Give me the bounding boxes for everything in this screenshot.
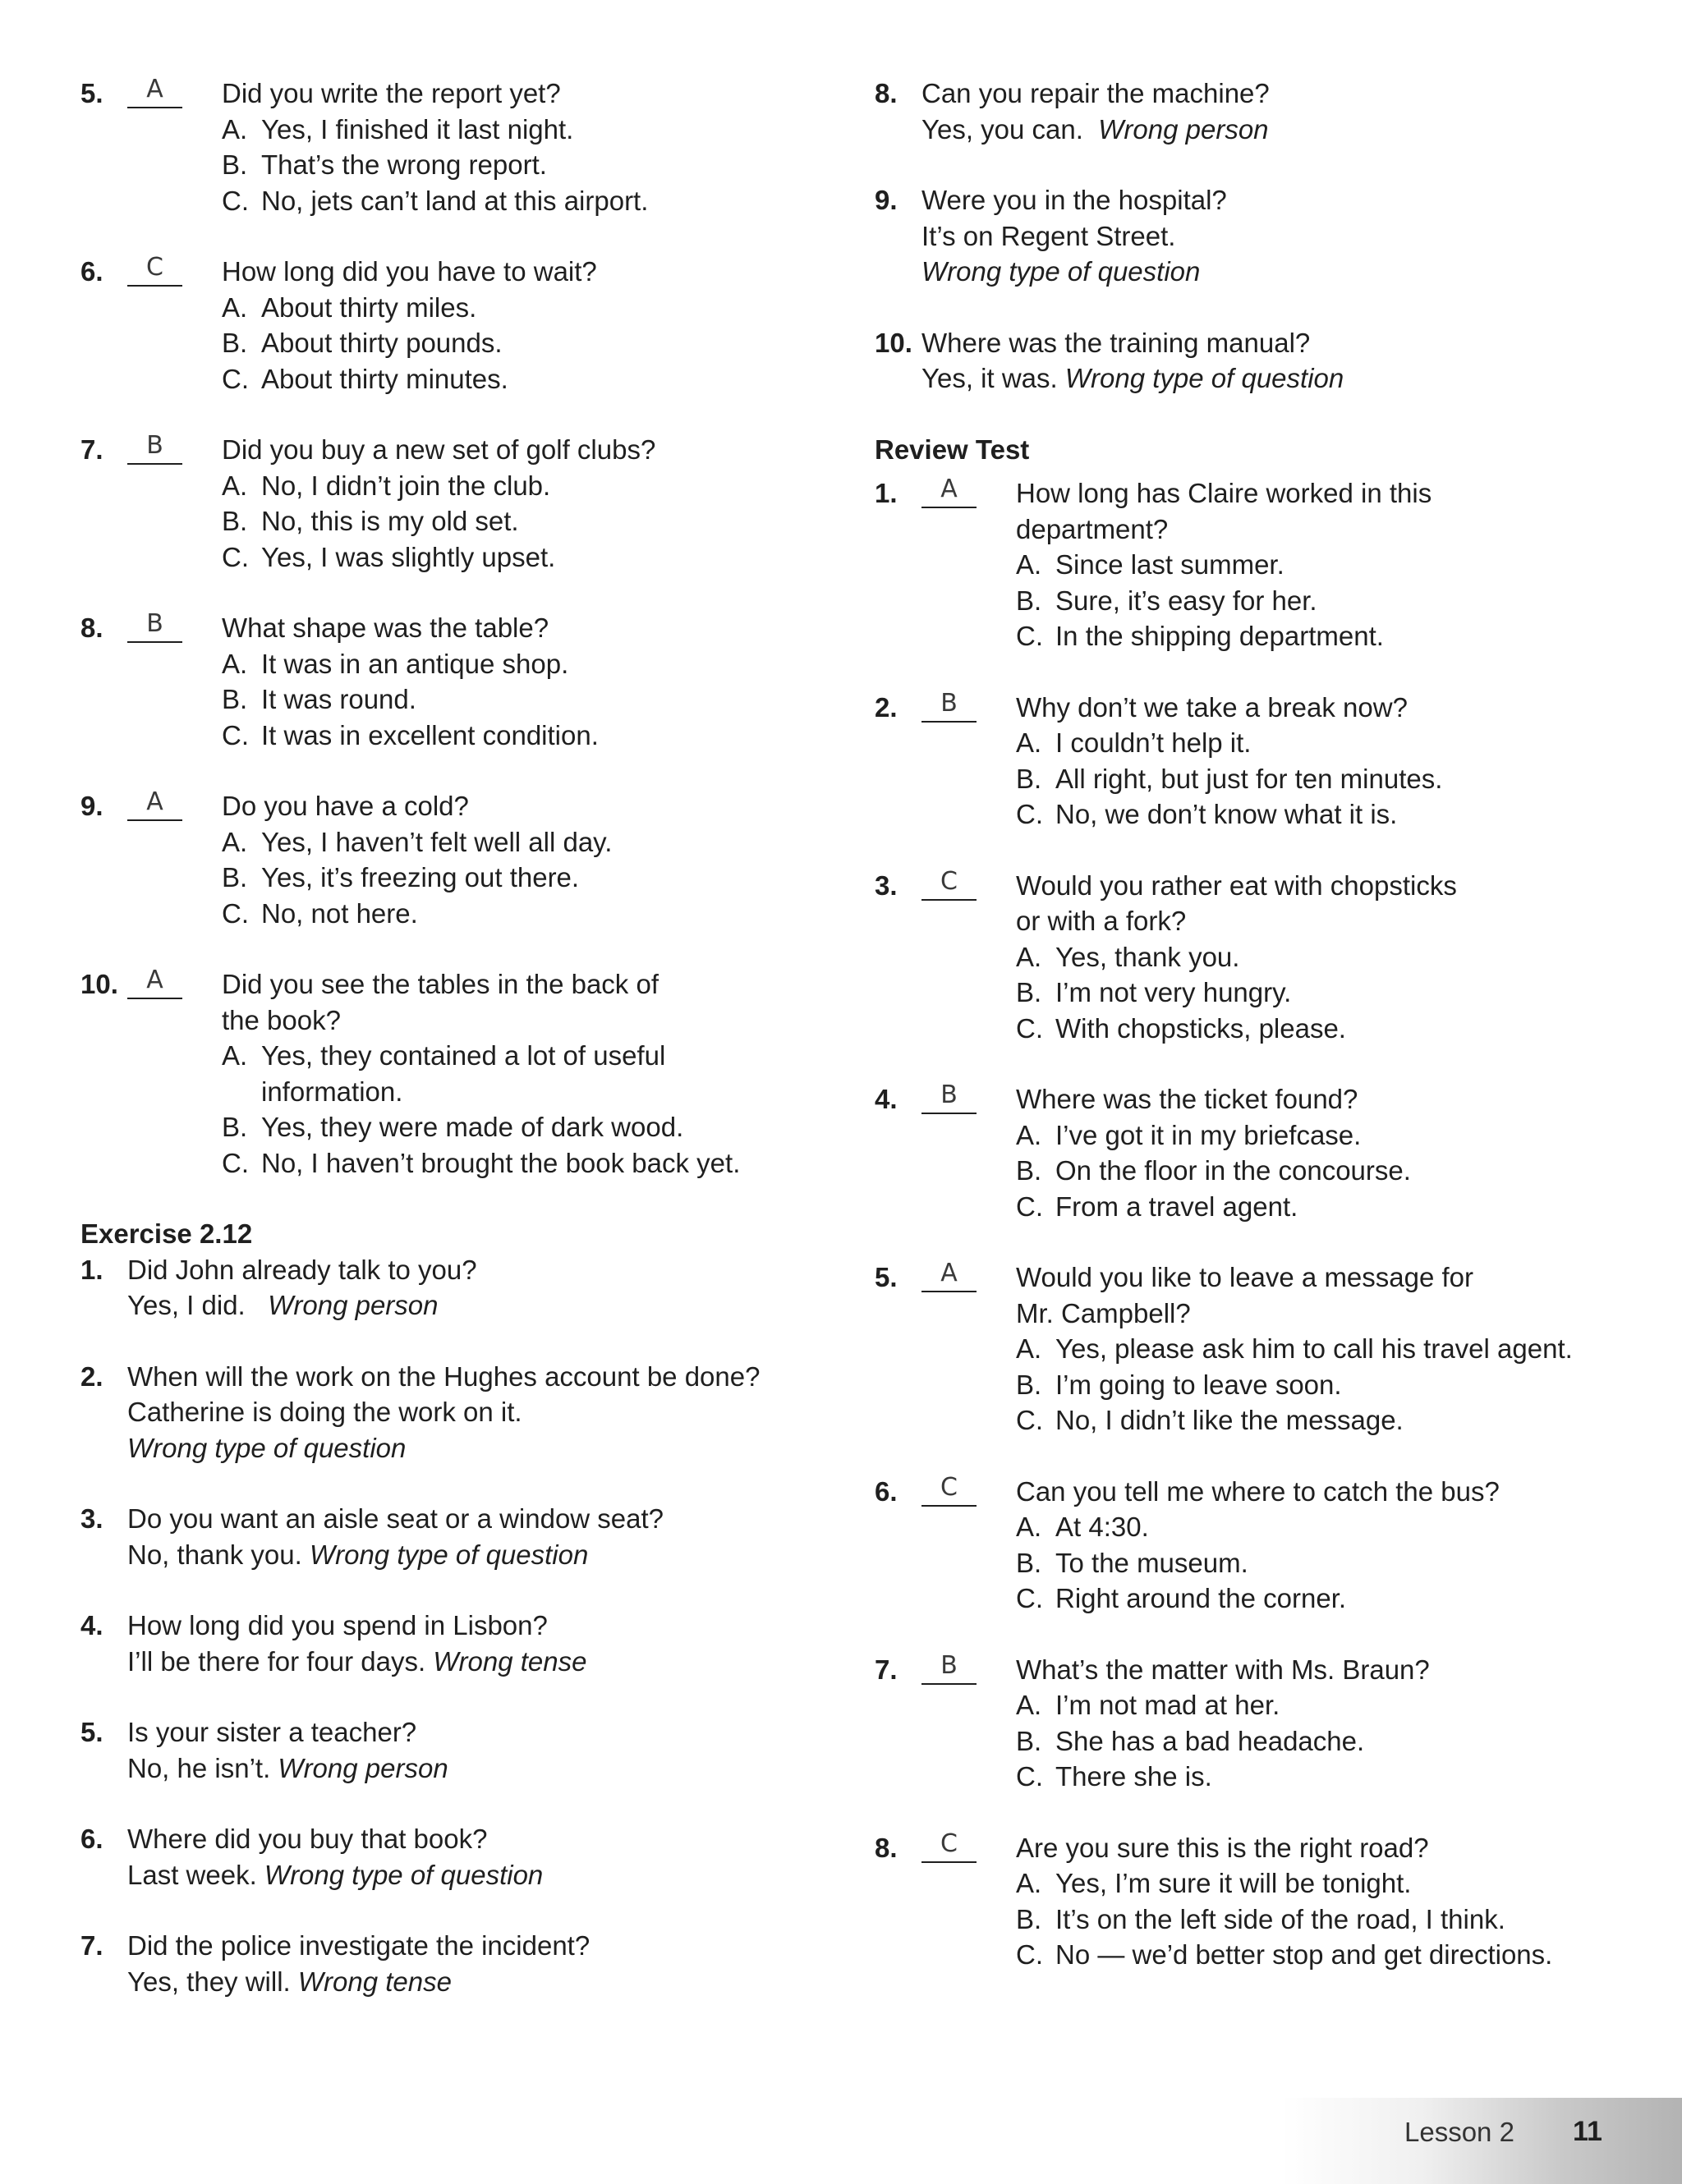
error-note: Wrong tense xyxy=(433,1645,587,1677)
option-letter: A. xyxy=(1016,1333,1042,1364)
item-number: 3. xyxy=(875,869,898,901)
option xyxy=(1016,1723,1614,1760)
error-note: Wrong type of question xyxy=(127,1432,407,1463)
question-text: department? xyxy=(1016,513,1169,544)
option-letter: C. xyxy=(1016,1583,1043,1613)
question-text: Did you write the report yet? xyxy=(222,78,561,108)
option xyxy=(222,1109,820,1145)
option-letter: B. xyxy=(1016,585,1042,616)
option-letter: C. xyxy=(1016,1012,1043,1044)
option-text: Yes, I finished it last night. xyxy=(261,113,574,145)
option xyxy=(1016,583,1614,619)
mcq-item xyxy=(80,254,820,397)
option-letter: B. xyxy=(1016,1369,1042,1400)
item-number: 8. xyxy=(875,1832,898,1863)
exercise-item xyxy=(80,1501,820,1572)
option-text: information. xyxy=(261,1076,403,1107)
answer-text: Yes, I did. xyxy=(127,1290,246,1320)
option xyxy=(222,290,820,326)
option-letter: C. xyxy=(1016,799,1043,829)
error-note: Wrong person xyxy=(278,1752,448,1783)
answer-blank: A xyxy=(921,1259,977,1292)
question-text: Where did you buy that book? xyxy=(127,1824,488,1854)
option-text: Right around the corner. xyxy=(1055,1583,1347,1613)
question-text: What shape was the table? xyxy=(222,613,549,643)
option xyxy=(1016,1402,1614,1438)
question-text: How long has Claire worked in this xyxy=(1016,478,1432,508)
error-note: Wrong tense xyxy=(297,1966,452,1997)
section-heading: Exercise 2.12 xyxy=(80,1218,253,1249)
option xyxy=(222,718,820,754)
option-letter: A. xyxy=(1016,1119,1042,1150)
option-letter: C. xyxy=(1016,1939,1043,1970)
option-text: No, we don’t know what it is. xyxy=(1055,799,1398,829)
option xyxy=(1016,975,1614,1011)
item-number: 8. xyxy=(80,613,103,643)
option xyxy=(1016,1865,1614,1902)
answer-blank: B xyxy=(127,432,182,465)
option xyxy=(1016,547,1614,583)
answer-blank: A xyxy=(127,966,182,999)
item-number: 5. xyxy=(875,1262,898,1292)
item-number: 6. xyxy=(80,1824,103,1854)
mcq-item xyxy=(80,76,820,218)
question-text: How long did you spend in Lisbon? xyxy=(127,1610,548,1640)
question-text: Would you rather eat with chopsticks xyxy=(1016,869,1457,901)
exercise-item xyxy=(80,1821,820,1893)
option-letter: A. xyxy=(222,291,248,323)
answer-blank: A xyxy=(921,475,977,508)
question-text: or with a fork? xyxy=(1016,906,1187,936)
option-letter: B. xyxy=(1016,763,1042,794)
page-footer xyxy=(1281,2098,1682,2184)
item-number: 7. xyxy=(80,1930,103,1961)
option xyxy=(222,183,820,219)
option-text: She has a bad headache. xyxy=(1055,1725,1365,1756)
option xyxy=(1016,1189,1614,1225)
option-text: In the shipping department. xyxy=(1055,621,1384,651)
option-letter: A. xyxy=(1016,1868,1042,1898)
mcq-item xyxy=(875,690,1614,833)
option-letter: B. xyxy=(1016,1547,1042,1578)
option xyxy=(1016,1331,1614,1367)
option xyxy=(1016,761,1614,797)
error-note: Wrong type of question xyxy=(1064,363,1344,393)
option-text: It’s on the left side of the road, I think. xyxy=(1055,1903,1505,1934)
option-text: Sure, it’s easy for her. xyxy=(1055,585,1317,616)
option xyxy=(222,681,820,718)
exercise-item xyxy=(80,1252,820,1324)
mcq-item xyxy=(875,1652,1614,1795)
mcq-item xyxy=(80,610,820,753)
option-letter: B. xyxy=(222,506,248,536)
answer-text: Catherine is doing the work on it. xyxy=(127,1397,522,1427)
answer-blank: C xyxy=(921,1474,977,1507)
option xyxy=(1016,618,1614,654)
question-text: Can you tell me where to catch the bus? xyxy=(1016,1475,1500,1507)
option-text: I couldn’t help it. xyxy=(1055,727,1252,758)
answer-blank: C xyxy=(921,1830,977,1863)
option-letter: A. xyxy=(222,470,248,501)
option xyxy=(222,646,820,682)
question-text: Do you want an aisle seat or a window seat? xyxy=(127,1503,664,1534)
option-text: About thirty minutes. xyxy=(261,363,508,394)
mcq-item xyxy=(875,1259,1614,1438)
option-letter: B. xyxy=(222,684,248,714)
question-text: Where was the training manual? xyxy=(921,327,1311,358)
option xyxy=(222,824,820,860)
mcq-item xyxy=(875,1474,1614,1617)
question-text: Do you have a cold? xyxy=(222,791,469,821)
question-text: Is your sister a teacher? xyxy=(127,1717,417,1747)
option xyxy=(1016,1759,1614,1795)
error-note: Wrong type of question xyxy=(264,1859,544,1890)
item-number: 10. xyxy=(80,969,118,999)
option-letter: B. xyxy=(222,328,248,358)
section-heading: Review Test xyxy=(875,434,1030,465)
option-letter: A. xyxy=(1016,549,1042,580)
question-text: the book? xyxy=(222,1004,341,1035)
option-text: No — we’d better stop and get directions. xyxy=(1055,1939,1553,1970)
mcq-item xyxy=(80,788,820,931)
option-text: All right, but just for ten minutes. xyxy=(1055,763,1443,794)
option-letter: B. xyxy=(222,1112,248,1142)
option-text: From a travel agent. xyxy=(1055,1191,1298,1222)
answer-text: No, thank you. xyxy=(127,1539,302,1570)
answer-blank: B xyxy=(921,690,977,723)
option-text: Yes, thank you. xyxy=(1055,941,1240,972)
question-text: Mr. Campbell? xyxy=(1016,1297,1191,1328)
question-text: Can you repair the machine? xyxy=(921,78,1270,108)
exercise-item xyxy=(80,1608,820,1679)
item-number: 4. xyxy=(875,1084,898,1114)
option-text: I’m going to leave soon. xyxy=(1055,1369,1342,1400)
item-number: 6. xyxy=(875,1475,898,1507)
option-letter: C. xyxy=(1016,621,1043,651)
answer-text: Yes, you can. xyxy=(921,113,1083,145)
item-number: 1. xyxy=(80,1254,103,1285)
option xyxy=(1016,796,1614,833)
option xyxy=(1016,1367,1614,1403)
item-number: 10. xyxy=(875,327,912,358)
option-letter: C. xyxy=(1016,1761,1043,1792)
mcq-item xyxy=(875,868,1614,1047)
answer-text: Yes, they will. xyxy=(127,1966,291,1997)
option-text: On the floor in the concourse. xyxy=(1055,1155,1411,1186)
item-number: 1. xyxy=(875,478,898,508)
option-text: It was round. xyxy=(261,684,416,714)
error-note: Wrong person xyxy=(268,1290,439,1320)
option xyxy=(222,539,820,576)
option-text: Yes, I was slightly upset. xyxy=(261,541,556,572)
option-text: To the museum. xyxy=(1055,1547,1248,1578)
option-text: Yes, I’m sure it will be tonight. xyxy=(1055,1868,1412,1898)
option-text: It was in an antique shop. xyxy=(261,648,569,679)
option xyxy=(222,1145,820,1181)
option-letter: B. xyxy=(1016,977,1042,1007)
option-letter: A. xyxy=(1016,1690,1042,1720)
option xyxy=(1016,1117,1614,1154)
answer-text: It’s on Regent Street. xyxy=(921,220,1176,251)
mcq-item xyxy=(875,1830,1614,1973)
option xyxy=(222,468,820,504)
answer-blank: A xyxy=(127,76,182,108)
option xyxy=(1016,1545,1614,1581)
option-text: Yes, please ask him to call his travel agent. xyxy=(1055,1333,1573,1364)
item-number: 5. xyxy=(80,78,103,108)
question-text: When will the work on the Hughes account be done? xyxy=(127,1360,761,1392)
item-number: 6. xyxy=(80,256,103,287)
item-number: 7. xyxy=(80,434,103,465)
option xyxy=(222,112,820,148)
option-text: No, I didn’t join the club. xyxy=(261,470,551,501)
option xyxy=(222,860,820,896)
option xyxy=(1016,1687,1614,1723)
question-text: Why don’t we take a break now? xyxy=(1016,691,1408,723)
option-text: I’m not very hungry. xyxy=(1055,977,1292,1007)
question-text: Did you see the tables in the back of xyxy=(222,969,659,999)
option-text: Yes, it’s freezing out there. xyxy=(261,862,580,892)
item-number: 5. xyxy=(80,1717,103,1747)
option-letter: A. xyxy=(1016,727,1042,758)
item-number: 9. xyxy=(80,791,103,821)
exercise-item xyxy=(875,325,1614,397)
option-letter: C. xyxy=(1016,1191,1043,1222)
option-letter: B. xyxy=(222,862,248,892)
option xyxy=(1016,1937,1614,1973)
answer-text: I’ll be there for four days. xyxy=(127,1645,426,1677)
option-letter: C. xyxy=(222,363,249,394)
option-letter: B. xyxy=(1016,1155,1042,1186)
option xyxy=(222,503,820,539)
item-number: 4. xyxy=(80,1610,103,1640)
option-text: Since last summer. xyxy=(1055,549,1284,580)
option-letter: C. xyxy=(222,1147,249,1178)
option-text: At 4:30. xyxy=(1055,1512,1149,1542)
answer-blank: B xyxy=(127,610,182,643)
option-text: No, this is my old set. xyxy=(261,506,519,536)
option-text: That’s the wrong report. xyxy=(261,149,547,180)
option-text: No, jets can’t land at this airport. xyxy=(261,185,649,216)
item-number: 7. xyxy=(875,1654,898,1685)
option-text: I’m not mad at her. xyxy=(1055,1690,1280,1720)
option xyxy=(1016,939,1614,975)
exercise-item xyxy=(875,182,1614,290)
option-text: Yes, I haven’t felt well all day. xyxy=(261,826,613,857)
page-number: 11 xyxy=(1573,2116,1602,2147)
item-number: 9. xyxy=(875,185,898,215)
option-text: No, I haven’t brought the book back yet. xyxy=(261,1147,741,1178)
option xyxy=(222,147,820,183)
option-text: There she is. xyxy=(1055,1761,1212,1792)
option-letter: B. xyxy=(1016,1903,1042,1934)
option xyxy=(1016,1153,1614,1189)
option-letter: A. xyxy=(222,113,248,145)
option-text: I’ve got it in my briefcase. xyxy=(1055,1119,1362,1150)
mcq-item xyxy=(80,966,820,1181)
answer-text: Last week. xyxy=(127,1859,257,1890)
option xyxy=(1016,1902,1614,1938)
answer-text: No, he isn’t. xyxy=(127,1752,271,1783)
option-text: Yes, they contained a lot of useful xyxy=(261,1040,666,1071)
question-text: Where was the ticket found? xyxy=(1016,1084,1358,1114)
option-letter: A. xyxy=(222,648,248,679)
answer-blank: A xyxy=(127,788,182,821)
option-text: No, not here. xyxy=(261,897,418,929)
right-column xyxy=(875,76,1614,1973)
exercise-item xyxy=(80,1714,820,1786)
option xyxy=(1016,1581,1614,1617)
option-letter: C. xyxy=(222,719,249,750)
option-letter: B. xyxy=(1016,1725,1042,1756)
option-letter: C. xyxy=(222,897,249,929)
item-number: 2. xyxy=(875,691,898,723)
option-letter: A. xyxy=(1016,1512,1042,1542)
option-letter: A. xyxy=(222,826,248,857)
answer-text: Yes, it was. xyxy=(921,363,1058,393)
question-text: Are you sure this is the right road? xyxy=(1016,1832,1429,1863)
item-number: 3. xyxy=(80,1503,103,1534)
option xyxy=(1016,1509,1614,1545)
question-text: Did you buy a new set of golf clubs? xyxy=(222,434,656,465)
option xyxy=(222,896,820,932)
option xyxy=(222,325,820,361)
lesson-label: Lesson 2 xyxy=(1404,2117,1514,2147)
error-note: Wrong type of question xyxy=(921,256,1201,287)
exercise-item xyxy=(80,1928,820,1999)
option xyxy=(222,1038,820,1109)
item-number: 8. xyxy=(875,78,898,108)
answer-blank: C xyxy=(127,254,182,287)
answer-blank: C xyxy=(921,868,977,901)
option-letter: A. xyxy=(1016,941,1042,972)
question-text: How long did you have to wait? xyxy=(222,256,597,287)
error-note: Wrong type of question xyxy=(309,1539,589,1570)
mcq-item xyxy=(875,475,1614,654)
option-letter: C. xyxy=(222,541,249,572)
question-text: Were you in the hospital? xyxy=(921,185,1227,215)
option xyxy=(222,361,820,397)
exercise-item xyxy=(80,1359,820,1466)
item-number: 2. xyxy=(80,1360,103,1392)
question-text: Did the police investigate the incident? xyxy=(127,1930,591,1961)
question-text: Did John already talk to you? xyxy=(127,1254,477,1285)
option-text: About thirty miles. xyxy=(261,291,477,323)
option-text: With chopsticks, please. xyxy=(1055,1012,1346,1044)
exercise-item xyxy=(875,76,1614,147)
left-column xyxy=(80,76,820,1999)
mcq-item xyxy=(875,1081,1614,1224)
question-text: What’s the matter with Ms. Braun? xyxy=(1016,1654,1430,1685)
option-letter: C. xyxy=(222,185,249,216)
option-text: It was in excellent condition. xyxy=(261,719,599,750)
error-note: Wrong person xyxy=(1098,113,1269,145)
option-letter: C. xyxy=(1016,1405,1043,1435)
option-text: No, I didn’t like the message. xyxy=(1055,1405,1404,1435)
option-letter: B. xyxy=(222,149,248,180)
option xyxy=(1016,1011,1614,1047)
question-text: Would you like to leave a message for xyxy=(1016,1262,1474,1292)
option xyxy=(1016,725,1614,761)
answer-blank: B xyxy=(921,1652,977,1685)
answer-blank: B xyxy=(921,1081,977,1114)
mcq-item xyxy=(80,432,820,575)
option-letter: A. xyxy=(222,1040,248,1071)
option-text: Yes, they were made of dark wood. xyxy=(261,1112,684,1142)
option-text: About thirty pounds. xyxy=(261,328,503,358)
